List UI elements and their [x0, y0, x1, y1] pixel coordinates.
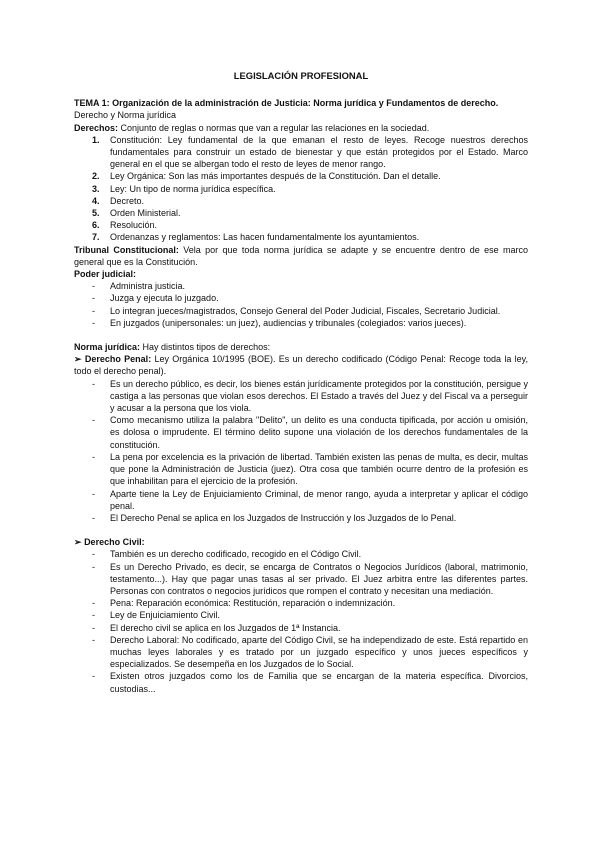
derechos-list	[74, 134, 528, 244]
derechos-paragraph	[74, 122, 528, 134]
list-item: - También es un derecho codificado, recogido en el Código Civil.	[74, 548, 528, 560]
list-text: Ley Orgánica: Son las más importantes después de la Constitución. Dan el detalle.	[110, 171, 441, 182]
list-item	[74, 183, 528, 195]
list-item: - Es un derecho público, es decir, los bienes están jurídicamente protegidos por la constitución, persigue y castiga a las personas que violan esos derechos. El Estado a través del Juez y del Fiscal va a perseguir y acusar a la persona que los viola.	[74, 378, 528, 415]
subheading: Derecho y Norma jurídica	[74, 110, 177, 121]
list-item	[74, 219, 528, 231]
civil-paragraph	[74, 536, 528, 548]
list-item: - Pena: Reparación económica: Restitución, reparación o indemnización.	[74, 597, 528, 609]
penal-paragraph	[74, 353, 528, 377]
list-item: - Juzga y ejecuta lo juzgado.	[74, 292, 528, 304]
list-item: - Ley de Enjuiciamiento Civil.	[74, 609, 528, 621]
list-item: - Derecho Laboral: No codificado, aparte del Código Civil, se ha independizado de este. Está repartido en muchas leyes laborales y es tratado por un juzgado específico y unos jueces específicos y especializados. Se desempeña en los Juzgados de lo Social.	[74, 634, 528, 671]
penal-label: Derecho Penal:	[84, 354, 152, 365]
poder-label: Poder judicial:	[74, 269, 137, 280]
poder-heading	[74, 268, 528, 280]
document-page	[74, 70, 528, 695]
tribunal-label: Tribunal Constitucional:	[74, 244, 179, 255]
list-item: - Aparte tiene la Ley de Enjuiciamiento Criminal, de menor rango, ayuda a interpretar y aplicar el código penal.	[74, 488, 528, 512]
list-item	[74, 207, 528, 219]
tribunal-paragraph	[74, 244, 528, 268]
document-title: LEGISLACIÓN PROFESIONAL	[233, 70, 369, 81]
list-number: 6.	[92, 220, 100, 231]
tribunal-text: Vela por que toda norma jurídica se adapte y se encuentre dentro de ese marco general que es la Constitución.	[74, 244, 529, 267]
list-number: 7.	[92, 232, 100, 243]
list-item	[74, 195, 528, 207]
list-item	[74, 134, 528, 171]
penal-list	[74, 378, 528, 524]
list-text: Resolución.	[110, 220, 158, 231]
list-item	[74, 170, 528, 182]
penal-text: Ley Orgánica 10/1995 (BOE). Es un derecho codificado (Código Penal: Recoge toda la ley, todo el derecho penal).	[74, 354, 528, 377]
list-item: - Es un Derecho Privado, es decir, se encarga de Contratos o Negocios Jurídicos (laboral, matrimonio, testamento...). Hay que pagar unas tasas al ser privado. El Juez arbitra entre las diferentes partes. Personas con contratos o negocios jurídicos que rompen el contrato y necesitan una mediación.	[74, 561, 528, 598]
list-number: 3.	[92, 183, 100, 194]
list-number: 1.	[92, 134, 100, 145]
civil-list	[74, 548, 528, 694]
list-text: Ordenanzas y reglamentos: Las hacen fundamentalmente los ayuntamientos.	[110, 232, 420, 243]
list-item: - En juzgados (unipersonales: un juez), audiencias y tribunales (colegiados: varios jueces).	[74, 317, 528, 329]
list-item: - El Derecho Penal se aplica en los Juzgados de Instrucción y los Juzgados de lo Penal.	[74, 512, 528, 524]
derechos-label: Derechos:	[74, 122, 119, 133]
list-item: - Lo integran jueces/magistrados, Consejo General del Poder Judicial, Fiscales, Secretario Judicial.	[74, 305, 528, 317]
civil-label: Derecho Civil:	[84, 537, 145, 548]
arrow-bullet-icon: ➢	[74, 354, 82, 365]
list-item: - Administra justicia.	[74, 280, 528, 292]
list-item: - El derecho civil se aplica en los Juzgados de 1ª Instancia.	[74, 622, 528, 634]
arrow-bullet-icon: ➢	[74, 537, 82, 548]
list-item	[74, 231, 528, 243]
list-text: Constitución: Ley fundamental de la que emanan el resto de leyes. Recoge nuestros derechos fundamentales para construir un estado de bienestar y que están protegidos por el Estado. Marco general en el que se albergan todo el resto de leyes de menor rango.	[110, 134, 528, 170]
list-item: - Existen otros juzgados como los de Familia que se encargan de la materia específica. Divorcios, custodias...	[74, 670, 528, 694]
norma-label: Norma jurídica:	[74, 342, 141, 353]
norma-text: Hay distintos tipos de derechos:	[140, 342, 271, 353]
list-text: Ley: Un tipo de norma jurídica específica.	[110, 183, 276, 194]
list-number: 2.	[92, 171, 100, 182]
list-number: 4.	[92, 195, 100, 206]
list-text: Orden Ministerial.	[110, 208, 181, 219]
list-item: - Como mecanismo utiliza la palabra "Delito", un delito es una conducta tipificada, por acción u omisión, es dolosa o imprudente. El término delito supone una violación de los derechos fundamentales de la constitución.	[74, 414, 528, 451]
list-text: Decreto.	[110, 195, 145, 206]
list-number: 5.	[92, 208, 100, 219]
poder-list	[74, 280, 528, 329]
norma-paragraph	[74, 341, 528, 353]
list-item: - La pena por excelencia es la privación de libertad. También existen las penas de multa, es decir, multas que pone la Administración de Justicia (juez). Otra cosa que también ocurre dentro de la profesión es que inhabilitan para el ejercicio de la profesión.	[74, 451, 528, 488]
topic-heading: TEMA 1: Organización de la administración de Justicia: Norma jurídica y Fundamentos de derecho.	[74, 98, 499, 109]
derechos-text: Conjunto de reglas o normas que van a regular las relaciones en la sociedad.	[118, 122, 430, 133]
